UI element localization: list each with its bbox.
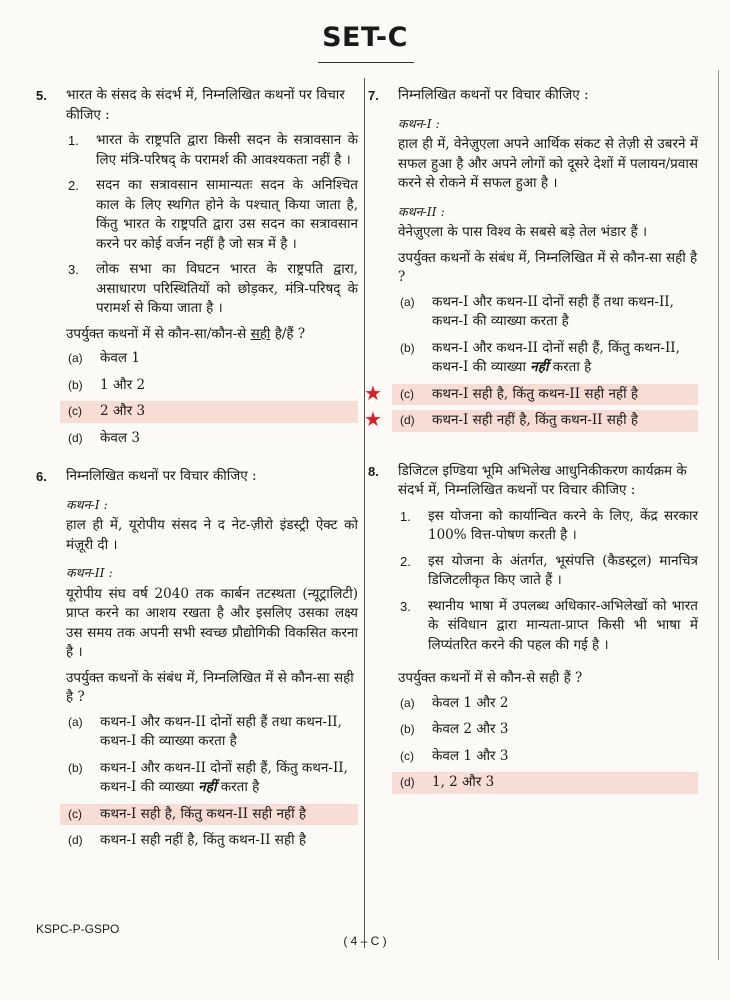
option-text: कथन-I और कथन-II दोनों सही हैं तथा कथन-II, कथन-I की व्याख्या करता है xyxy=(432,293,674,329)
question-stem: भारत के संसद के संदर्भ में, निम्नलिखित कथनों पर विचार कीजिए : xyxy=(66,87,345,123)
question-8 xyxy=(368,462,698,794)
option-text: केवल 1 xyxy=(100,350,140,366)
option-c-highlighted xyxy=(60,804,358,826)
option-text: करता है xyxy=(216,779,260,795)
option-key: (a) xyxy=(400,294,415,309)
item-text: स्थानीय भाषा में उपलब्ध अधिकार-अभिलेखों को भारत के संविधान द्वारा मान्यता-प्राप्त किसी भी भाषा में लिप्यंतरित करने की पहल की गई है । xyxy=(428,597,698,653)
option-key: (d) xyxy=(68,430,83,445)
statement-text: वेनेज़ुएला के पास विश्व के सबसे बड़े तेल भंडार हैं । xyxy=(398,224,648,240)
question-number: 5. xyxy=(36,88,47,103)
option-text: 1, 2 और 3 xyxy=(432,774,495,790)
option-d-highlighted xyxy=(392,772,698,794)
option-text: 2 और 3 xyxy=(100,403,146,419)
option-text: केवल 1 और 3 xyxy=(432,747,509,764)
option-key: (d) xyxy=(400,413,415,427)
item-text: लोक सभा का विघटन भारत के राष्ट्रपति द्वारा, असाधारण परिस्थितियों को छोड़कर, मंत्रि-परिषद् के परामर्श से किया जाता है । xyxy=(96,261,358,316)
ask-text: है/हैं ? xyxy=(270,325,306,342)
option-c xyxy=(398,746,698,768)
question-ask: उपर्युक्त कथनों के संबंध में, निम्नलिखित में से कौन-सा सही है ? xyxy=(398,249,698,285)
title-underline xyxy=(318,62,414,63)
statement-item xyxy=(66,260,358,319)
option-b xyxy=(398,338,698,379)
item-number: 2. xyxy=(400,553,411,569)
statement-label: कथन-I : xyxy=(398,115,440,131)
option-a xyxy=(398,292,698,333)
option-key: (c) xyxy=(400,748,414,763)
item-text: सदन का सत्रावसान सामान्यतः सदन के अनिश्चित काल के लिए स्थगित होने के पश्चात् किया जाता है, किंतु भारत के राष्ट्रपति द्वारा उस सदन का सत्रावसान करने पर कोई वर्जन नहीं है जो सत्र में है । xyxy=(96,177,358,252)
item-number: 3. xyxy=(68,262,79,277)
paper-code: KSPC-P-GSPO xyxy=(36,922,120,936)
option-key: (d) xyxy=(400,775,415,789)
option-d xyxy=(66,428,358,450)
question-stem: डिजिटल इण्डिया भूमि अभिलेख आधुनिकीकरण कार्यक्रम के संदर्भ में, निम्नलिखित कथनों पर विचार कीजिए : xyxy=(398,462,687,498)
statement-text: यूरोपीय संघ वर्ष 2040 तक कार्बन तटस्थता (न्यूट्रालिटी) प्राप्त करने का आशय रखता है और इसलिए उसका लक्ष्य उस समय तक अपनी सभी स्वच्छ प्रौद्योगिकी विकसित करना है । xyxy=(66,585,358,660)
question-6 xyxy=(36,467,358,852)
statement-item xyxy=(398,597,698,656)
option-key: (b) xyxy=(400,722,415,736)
item-text: भारत के राष्ट्रपति द्वारा किसी सदन के सत्रावसान के लिए मंत्रि-परिषद् के परामर्श की आवश्यकता नहीं है । xyxy=(96,132,358,168)
question-number: 7. xyxy=(368,88,379,103)
question-stem: निम्नलिखित कथनों पर विचार कीजिए : xyxy=(66,468,257,484)
option-key: (a) xyxy=(68,351,83,365)
question-stem: निम्नलिखित कथनों पर विचार कीजिए : xyxy=(398,87,589,103)
option-d xyxy=(66,830,358,852)
statement-item xyxy=(398,507,698,546)
option-key: (b) xyxy=(400,340,415,355)
option-c-highlighted xyxy=(364,380,698,406)
statement-label: कथन-I : xyxy=(66,496,108,512)
ask-text: उपर्युक्त कथनों में से कौन-सा/कौन-से xyxy=(66,325,251,342)
option-text: कथन-I सही है, किंतु कथन-II सही नहीं है xyxy=(432,385,639,402)
item-text: इस योजना के अंतर्गत, भूसंपत्ति (कैडस्ट्रल) मानचित्र डिजिटलीकृत किए जाते हैं । xyxy=(428,552,698,588)
option-key: (c) xyxy=(400,386,414,401)
option-a xyxy=(66,712,358,753)
option-text: केवल 2 और 3 xyxy=(432,721,509,737)
question-7 xyxy=(364,86,698,432)
option-text: कथन-I और कथन-II दोनों सही हैं तथा कथन-II, कथन-I की व्याख्या करता है xyxy=(100,713,342,749)
option-c-highlighted xyxy=(60,401,358,423)
option-text: करता है xyxy=(548,359,592,375)
ask-underlined: सही xyxy=(250,325,271,342)
option-text: केवल 3 xyxy=(100,429,140,446)
item-number: 3. xyxy=(400,598,411,614)
option-key: (c) xyxy=(68,806,82,821)
item-number: 2. xyxy=(68,178,79,193)
option-key: (c) xyxy=(68,404,82,418)
option-text: कथन-I सही नहीं है, किंतु कथन-II सही है xyxy=(100,832,307,848)
option-b xyxy=(66,758,358,799)
question-ask xyxy=(66,325,358,345)
question-number: 8. xyxy=(368,463,379,479)
red-star-icon: ★ xyxy=(364,407,382,431)
option-key: (b) xyxy=(68,377,83,392)
red-star-icon: ★ xyxy=(364,380,382,405)
statement-item xyxy=(398,552,698,591)
page-edge-line xyxy=(718,70,719,960)
option-key: (d) xyxy=(68,833,83,847)
option-key: (a) xyxy=(68,714,83,729)
option-key: (b) xyxy=(68,760,83,775)
item-number: 1. xyxy=(400,508,411,524)
option-key: (a) xyxy=(400,695,415,710)
column-divider xyxy=(364,78,365,948)
item-number: 1. xyxy=(68,133,79,148)
set-title: SET-C xyxy=(322,22,408,53)
statement-item xyxy=(66,176,358,254)
option-a xyxy=(398,693,698,715)
option-text: केवल 1 और 2 xyxy=(432,694,509,711)
statement-text: हाल ही में, यूरोपीय संसद ने द नेट-ज़ीरो इंडस्ट्री ऐक्ट को मंज़ूरी दी । xyxy=(66,517,358,553)
statement-label: कथन-II : xyxy=(398,203,445,219)
question-ask: उपर्युक्त कथनों के संबंध में, निम्नलिखित में से कौन-सा सही है ? xyxy=(66,669,354,705)
question-5 xyxy=(36,86,358,449)
option-a xyxy=(66,348,358,370)
option-text: कथन-I और कथन-II दोनों सही हैं, किंतु कथन-II, कथन-I की व्याख्या xyxy=(432,339,680,375)
option-b xyxy=(398,719,698,741)
option-emphasis: नहीं xyxy=(198,779,217,795)
statement-text: हाल ही में, वेनेज़ुएला अपने आर्थिक संकट से तेज़ी से उबरने में सफल हुआ है और अपने लोगों को दूसरे देशों में पलायन/प्रवास करने से रोकने में सफल हुआ है । xyxy=(398,136,698,191)
option-emphasis: नहीं xyxy=(530,359,549,375)
statement-label: कथन-II : xyxy=(66,565,113,580)
question-number: 6. xyxy=(36,469,47,484)
option-text: कथन-I सही है, किंतु कथन-II सही नहीं है xyxy=(100,805,307,822)
option-text: 1 और 2 xyxy=(100,376,146,393)
option-text: कथन-I सही नहीं है, किंतु कथन-II सही है xyxy=(432,412,639,428)
option-d-highlighted xyxy=(364,407,698,432)
item-text: इस योजना को कार्यान्वित करने के लिए, केंद्र सरकार 100% वित्त-पोषण करती है । xyxy=(428,507,698,543)
left-column xyxy=(36,86,358,857)
right-column xyxy=(364,86,698,799)
statement-item xyxy=(66,131,358,170)
page-number: ( 4 – C ) xyxy=(343,934,387,948)
option-text: कथन-I और कथन-II दोनों सही हैं, किंतु कथन-II, कथन-I की व्याख्या xyxy=(100,759,348,795)
question-ask: उपर्युक्त कथनों में से कौन-से सही हैं ? xyxy=(398,670,583,686)
option-b xyxy=(66,375,358,397)
